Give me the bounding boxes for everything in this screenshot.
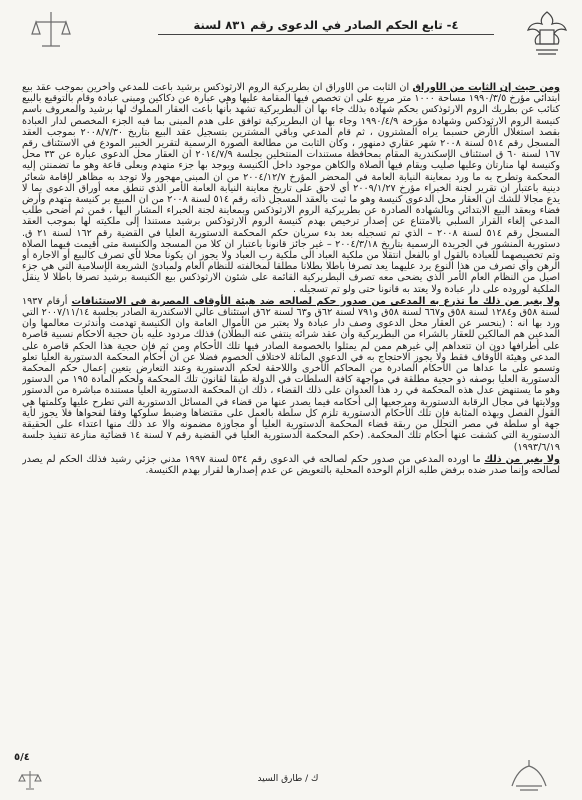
paragraph-2-text: أرقام ١٩٣٧ لسنة ٥٨ق و١٢٨٤ لسنة ٥٨ق و٦٦٧ لسنة ٥٨ق و٧٩١ لسنة ٦٢ق و٦٣ لسنة ٦٢ق استئناف عالي الاسكندرية الصادر بجلسة ٢٠٠٧/١١/١٤ التي ورد بها انه : (ينحسر عن العقار محل الدعوى وصف دار عبادة ولا يعتبر من الأموال العامة وان الكنيسة تهدمت وأندثرت معالمها وان المدعين هم المالكين للعقار بالشراء من البطريركية وأن عقد شرائه ينتفي عنه البطلان) فذلك مردود عليه بأن حجية الاحكام نسبية قاصرة على أطرافها دون ان تتعداهم إلي غيرهم ممن لم يمثلوا بالخصومة الصادر فيها تلك الأحكام ومن ثم فإن حجية هذا الحكم قاصرة على المدعي وهيئة الأوقاف فقط ولا يجوز الاحتجاج به في الدعوى الماثلة لاختلاف الخصوم فضلا عن ان أحكام المحكمة الدستورية العليا تعلو وتسمو على ما عداها من الأحكام الصادرة من المحاكم الأخرى واللاحقة لحكم الدستورية وعند التعارض يتعين إعمال حكم المحكمة الدستورية العليا بوصفه ذو حجية مطلقة في مواجهة كافة السلطات في الدولة طبقا لقانون تلك المحكمة ولحكم المادة ١٩٥ من الدستور وهو ما يستنهض عدل هذه المحكمة في رد هذا العدوان على ذلك القضاء ، ذلك ان المحكمة الدستورية العليا مستندة مباشرة من الدستور وولايتها في مجال الرقابة الدستورية ومرجعيها إلى أحكامه فيما يصدر عنها من قضاء في المسائل الدستورية التي تطرح عليها وكلمتها هي القول الفصل وبهذه المثابة فإن تلك الأحكام الدستورية تلزم كل سلطة بالعمل على مقتضاها وضبط سلوكها وفقا لفحواها فلا يجوز لأية جهة أو سلطة في مصر التحلل من ربقة قضاء المحكمة الدستورية العليا أو مجاوزة مضمونه والا عد ذلك منها اعتداء على الحقيقة الدستورية التي كشفت عنها أحكام تلك المحكمة. (حكم المحكمة الدستورية العليا في القضية رقم ٧ لسنة ١٤ قضائية منازعة تنفيذ جلسة ١٩٩٣/٦/١٩) bbox=[22, 295, 560, 453]
paragraph-2-lead: ولا يغير من ذلك ما تذرع به المدعي من صدور حكم لصالحه ضد هيئة الأوقاف المصرية في الاستئنافات bbox=[71, 295, 560, 307]
scales-of-justice-icon bbox=[18, 768, 42, 792]
clerk-signature: ك / طارق السيد bbox=[257, 774, 319, 784]
paragraph-1-lead: ومن حيث إن الثابت من الأوراق bbox=[412, 82, 560, 93]
paragraph-1 bbox=[22, 82, 560, 295]
page-number: ٥/٤ bbox=[14, 752, 30, 763]
page-footer bbox=[8, 744, 574, 796]
paragraph-3 bbox=[22, 454, 560, 476]
paragraph-3-lead: ولا يغير من ذلك bbox=[484, 453, 560, 465]
page-header bbox=[8, 6, 574, 58]
paragraph-3-text: ما اورده المدعي من صدور حكم لصالحه في الدعوى رقم ٥٣٤ لسنة ١٩٩٧ مدني جزئي رشيد فذلك الحكم لم يصدر لصالحه وإنما صدر ضده برفض طلبه الزام الوحدة المحلية بالتعويض عن عدم إصدارها لقرار بهدم الكنيسة. bbox=[22, 453, 560, 476]
state-council-seal bbox=[28, 8, 74, 54]
paragraph-1-text: ان الثابت من الأوراق ان بطريركية الروم الارثوذكس برشيد باعت للمدعي وأخرين بموجب عقد بيع ابتدائي مؤرخ ١٩٩٠/٣/٥ مساحة ١٠٠٠ متر مربع على ان تخصص فيها المقامة عليها وهي عبارة عن دكاكين ومبنى عبادة وقام بالتوقيع بالبيع كنائب عن بطريك الروم الارثوذكس بحكم شهادة بذلك جاء بها ان البطريركية تشهد بأنها باعت العقار المملوك لها برشيد والمعروف باسم كنيسة الروم الارثوذكس وشهادة مؤرخة ١٩٩٠/٤/٩ وجاء بها ان البطريركية توافق على هدم المبنى بما فيه الجزء المخصص لدار العبادة بقصد استغلال الأرض حسبما يراه المشترون ، ثم قام المدعي وباقي المشترين بتسجيل عقد البيع بتاريخ ٢٠٠٨/٧/٣٠ بموجب العقد المسجل رقم ٥١٤ لسنة ٢٠٠٨ شهر عقاري دمنهور ، وكان الثابت من مطالعة الصورة الرسمية لتقرير الخبير المودع في الاستئناف رقم ١٦٧ لسنة ٦٠ ق استئناف الإسكندرية المقام بمحافظة مستندات المنتخلين بجلسة ٢٠١٤/٧/٩ ان العقار محل الدعوى عبارة عن ٣٣ محل وكنيسة لها منارتان وعليها صليب ويقام فيها الصلاة والكاهن موجود داخل الكنيسة ويوجد بها جزء متهدم وبعلى قاعة وهو ما تضمنتن إليه المحكمة وتطرح به ما ورد بمعاينة النيابة العامة في المحضر المؤرخ ٢٠٠٤/١٢/٧ من ان المبنى مهجور ولا توجد به مظاهر لإقامة شعائر دينية باعتبار ان تقرير لجنة الخبراء مؤرخ ٢٠٠٩/١/٢٧ أي لاحق على تاريخ معاينة النيابة العامة الأمر الذي تنطق معه أوراق الدعوى بما لا يدع مجالا للشك ان العقار محل الدعوى كنيسة وهو ما ثبت بالعقد المسجل ذاته رقم ٥١٤ لسنة ٢٠٠٨ من ان المبيع بر كنيسة متهدم وأرض فضاء وبعقد البيع الابتدائي وبالشهادة الصادرة عن بطريركية الروم الارثوذكس وبمعاينة لجنة الخبراء المشار اليها ، فمن ثم أضحى طلب المدعي إلغاء القرار السلبي بالامتناع عن إصدار ترخيص بهدم كنيسة الروم الارثوذكس برشيد مستندا إلى ملكيته لها بموجب العقد المسجل رقم ٥١٤ لسنة ٢٠٠٨ – الذي تم تسجيله بعد بدء سريان حكم المحكمة الدستورية العليا في القضية رقم ١٦٢ لسنة ٢١ ق. دستورية المنشور في الجريدة الرسمية بتاريخ ٢٠٠٤/٣/١٨ – غير جائز قانونا باعتبار ان كلا من المسجد والكنيسة متى أقيمت فيهما الصلاة وتم تخصيصهما للعبادة بالقول او بالفعل انتقلا من ملكية العباد الى ملكية رب العباد ولا يجوز ان يكونا محلا لأي تصرف كالبيع أو الاجارة أو الرهن وأي تصرف من هذا النوع يرد عليهما يعد تصرفا باطلا بطلانا مطلقا لمخالفته للنظام العام ولمبادئ الشريعة الإسلامية التي هي جزء اصيل من النظام العام الأمر الذي يضحى معه تصرف البطريركية القائمة على شئون الارثوذكس بيع الكنيسة برشيد تصرفا باطلا لا ينقل الملكية لوروده على دار عبادة ولا يعتد به قانونا حتى ولو تم تسجيله . bbox=[22, 82, 560, 295]
state-council-seal-footer bbox=[506, 756, 552, 794]
judgment-body bbox=[22, 82, 560, 742]
eagle-emblem-icon bbox=[522, 6, 572, 62]
paragraph-2 bbox=[22, 296, 560, 453]
header-title: ٤- تابع الحكم الصادر في الدعوى رقم ٨٣١ لسنة bbox=[158, 18, 494, 35]
